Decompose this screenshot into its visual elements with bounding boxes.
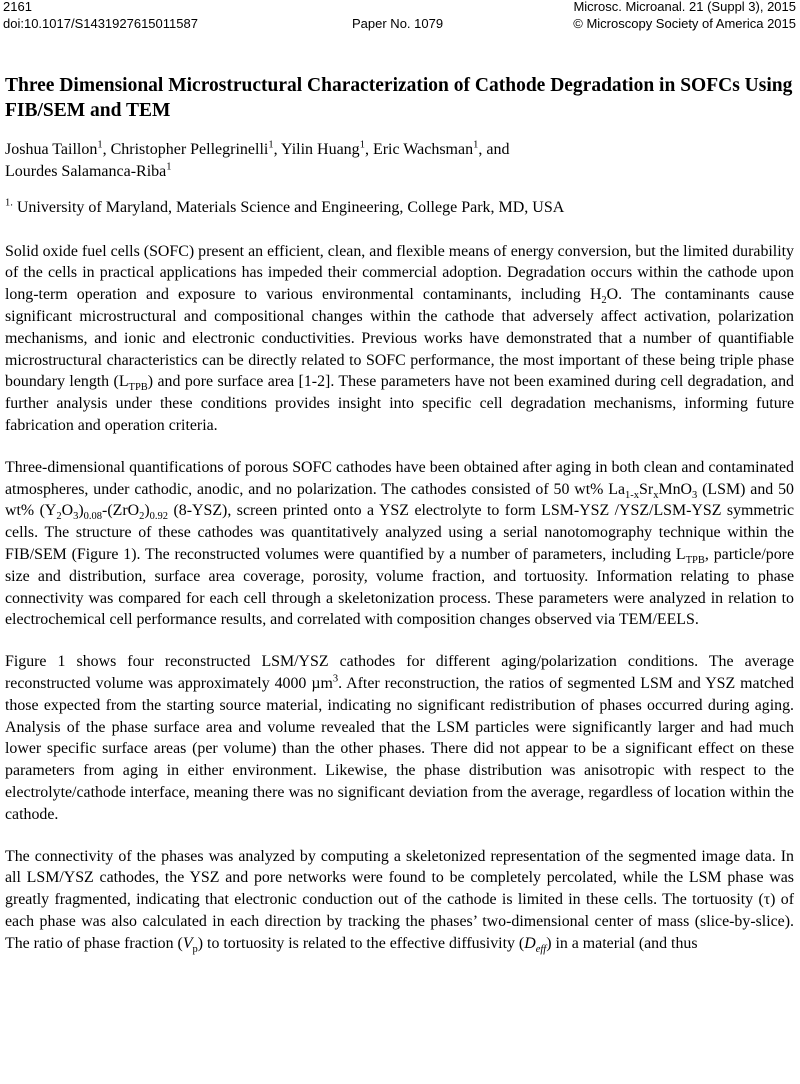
- paragraph-3: Figure 1 shows four reconstructed LSM/YSZ cathodes for different aging/polarization conditions. The average reconstructed volume was approximately 4000 µm$^3$. After reconstruction, the ratios of segmented LSM and YSZ matched those expected from the starting source material, indicating no significant redistribution of phases occurred during aging. Analysis of the phase surface area and volume revealed that the LSM particles were significantly larger and had much lower specific surface areas (per volume) than the other phases. There did not appear to be a significant effect on these parameters from aging in either environment. Likewise, the phase distribution was anisotropic with respect to the electrolyte/cathode interface, meaning there was no significant deviation from the average, regardless of location within the cathode.: [5, 653, 794, 823]
- doi: doi:10.1017/S1431927615011587: [3, 16, 198, 31]
- article: [0, 63, 800, 955]
- page-number: 2161: [3, 0, 32, 14]
- article-title: Three Dimensional Microstructural Characterization of Cathode Degradation in SOFCs Using FIB/SEM and TEM: [5, 75, 793, 121]
- copyright: © Microscopy Society of America 2015: [573, 16, 796, 31]
- paragraph-2: Three-dimensional quantifications of porous SOFC cathodes have been obtained after aging in both clean and contaminated atmospheres, under cathodic, anodic, and no polarization. The cathodes consisted of 50 wt% $La_{1-x}Sr_xMnO_3$ (LSM) and 50 wt% $(Y_2O_3)_{0.08}-(ZrO_2)_{0.92}$ (8-YSZ), screen printed onto a YSZ electrolyte to form LSM-YSZ /YSZ/LSM-YSZ symmetric cells. The structure of these cathodes was quantitatively analyzed using a serial nanotomography technique within the FIB/SEM (Figure 1). The reconstructed volumes were quantified by a number of parameters, including $L_{TPB}$, particle/pore size and distribution, surface area coverage, porosity, volume fraction, and tortuosity. Information relating to phase connectivity was compared for each cell through a skeletonization process. These parameters were analyzed in relation to electrochemical cell performance results, and correlated with composition changes observed via TEM/EELS.: [5, 458, 794, 629]
- paragraph-4: The connectivity of the phases was analyzed by computing a skeletonized representation of the segmented image data. In all LSM/YSZ cathodes, the YSZ and pore networks were found to be completely percolated, while the LSM phase was greatly fragmented, indicating that electronic conduction out of the cathode is limited in these cells. The tortuosity (τ) of each phase was also calculated in each direction by tracking the phases’ two-dimensional center of mass (slice-by-slice). The ratio of phase fraction $(V_p)$ to tortuosity is related to the effective diffusivity $(D_{eff})$ in a material (and thus: [5, 847, 794, 955]
- affiliation-mark: 1: [268, 139, 274, 151]
- affiliation-mark: 1: [473, 139, 479, 151]
- affiliation-mark: 1: [166, 161, 172, 173]
- affiliation: [5, 197, 794, 219]
- author-list: Joshua Taillon$^1$, Christopher Pellegrinelli$^1$, Yilin Huang$^1$, Eric Wachsman$^1$, and Lourdes Salamanca-Riba$^1$: [5, 139, 510, 180]
- affiliation-text: University of Maryland, Materials Science and Engineering, College Park, MD, USA: [12, 198, 565, 216]
- paper-number: Paper No. 1079: [352, 16, 444, 31]
- affiliation-mark: 1: [97, 139, 103, 151]
- author: Lourdes Salamanca-Riba: [5, 162, 167, 180]
- affiliation-mark: 1: [359, 139, 365, 151]
- paragraph-1: Solid oxide fuel cells (SOFC) present an efficient, clean, and flexible means of energy conversion, but the limited durability of the cells in practical applications has impeded their commercial adoption. Degradation occurs within the cathode upon long-term operation and exposure to various environmental contaminants, including $H_2O$. The contaminants cause significant microstructural and compositional changes within the cathode that adversely affect activation, polarization mechanisms, and ionic and electronic conductivities. Previous works have demonstrated that a number of quantifiable microstructural characteristics can be directly related to SOFC performance, the most important of these being triple phase boundary length $(L_{TPB})$ and pore surface area [1-2]. These parameters have not been examined during cell degradation, and further analysis under these conditions provides insight into specific cell degradation mechanisms, informing future fabrication and operation criteria.: [5, 242, 794, 434]
- author: Christopher Pellegrinelli: [110, 141, 269, 158]
- author: Joshua Taillon: [5, 141, 98, 158]
- author: Yilin Huang: [281, 141, 360, 158]
- author: Eric Wachsman: [372, 141, 474, 158]
- affiliation-number: 1.: [5, 197, 13, 209]
- journal-citation: Microsc. Microanal. 21 (Suppl 3), 2015: [573, 0, 796, 14]
